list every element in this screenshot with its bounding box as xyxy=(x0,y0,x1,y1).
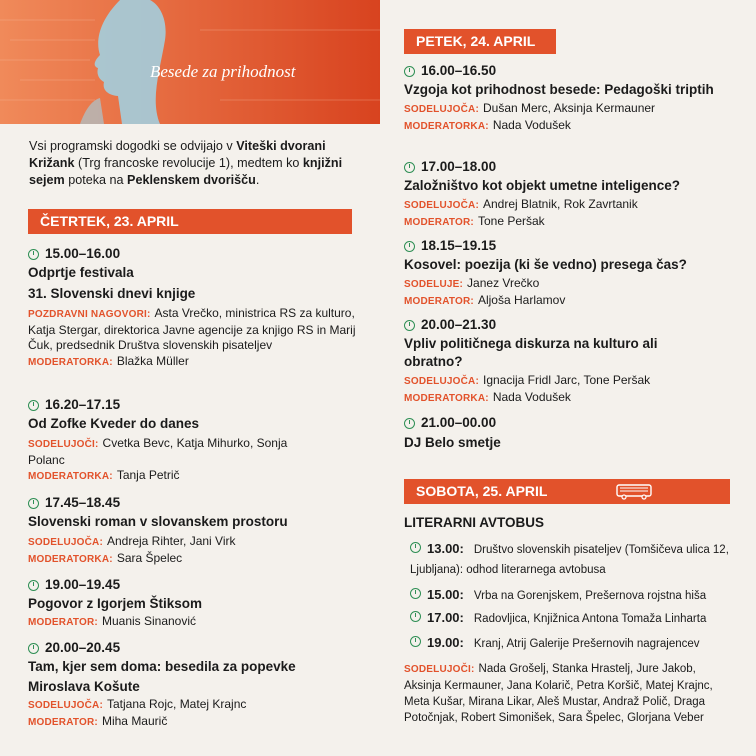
participants-label: SODELUJE: xyxy=(404,279,464,290)
event-item xyxy=(404,316,734,406)
stop-text: Društvo slovenskih pisateljev (Tomšičeva ulica 12, Ljubljana): odhod literarnega avtobusa xyxy=(410,544,729,576)
moderator-label: MODERATOR: xyxy=(28,617,98,628)
intro-text xyxy=(29,138,369,189)
event-title: Vpliv političnega diskurza na kulturo ali obratno? xyxy=(404,336,658,369)
stop-time: 15.00: xyxy=(427,587,464,602)
intro-text-part: poteka na xyxy=(64,173,128,187)
event-time-text: 18.15–19.15 xyxy=(421,238,497,253)
stop-time: 17.00: xyxy=(427,610,464,625)
stop-text: Vrba na Gorenjskem, Prešernova rojstna hiša xyxy=(473,590,707,602)
intro-venue: Viteški dvorani Križank xyxy=(29,139,326,170)
event-participants xyxy=(404,373,734,390)
event-time xyxy=(28,576,358,594)
event-participants xyxy=(404,197,734,214)
event-moderator xyxy=(28,354,358,371)
event-participants xyxy=(404,276,734,293)
day-header-thursday: ČETRTEK, 23. APRIL xyxy=(28,209,352,234)
intro-courtyard: Peklenskem dvorišču xyxy=(127,173,256,187)
participants-label: SODELUJOČA: xyxy=(404,104,479,115)
intro-text-part: (Trg francoske revolucije 1), medtem ko xyxy=(74,156,303,170)
event-time-text: 19.00–19.45 xyxy=(45,577,121,592)
event-time-text: 21.00–00.00 xyxy=(421,415,497,430)
event-title: Slovenski roman v slovanskem prostoru xyxy=(28,514,288,529)
event-time xyxy=(404,62,734,80)
event-moderator xyxy=(404,214,734,231)
participants-value: Tatjana Rojc, Matej Krajnc xyxy=(106,697,247,711)
moderator-label: MODERATOR: xyxy=(28,716,98,728)
stop-time: 19.00: xyxy=(427,635,464,650)
event-time-text: 15.00–16.00 xyxy=(45,246,121,261)
event-time-text: 17.45–18.45 xyxy=(45,495,121,510)
bus-stop xyxy=(410,585,740,606)
moderator-label: MODERATORKA: xyxy=(28,553,113,565)
day-header-saturday xyxy=(404,479,730,504)
bus-icon xyxy=(616,484,654,500)
participants-value: Nada Grošelj, Stanka Hrastelj, Jure Jakob, Aksinja Kermauner, Jana Kolarič, Petra Koršič, Matej Krajnc, Meta Kušar, Mirana Likar, Aleš Mustar, Andraž Polič, Draga Potočnjak, Robert Simonišek, Sara Špelec, Glorjana Veber xyxy=(404,663,713,724)
event-moderator xyxy=(28,714,358,731)
event-moderator xyxy=(404,293,734,310)
moderator-label: MODERATOR: xyxy=(404,295,474,307)
participants-value: Asta Vrečko, ministrica RS za kulturo, Katja Stergar, direktorica Javne agencije za knjigo RS in Marij Čuk, predsednik Društva slovenskih pisateljev xyxy=(28,306,356,352)
participants-value: Cvetka Bevc, Katja Mihurko, Sonja Polanc xyxy=(28,436,288,467)
participants-label: POZDRAVNI NAGOVORI: xyxy=(28,309,151,320)
clock-icon xyxy=(28,498,39,509)
event-time xyxy=(404,316,734,334)
moderator-value: Blažka Müller xyxy=(116,353,189,368)
event-moderator xyxy=(28,614,358,631)
participants-value: Andreja Rihter, Jani Virk xyxy=(106,534,236,548)
moderator-value: Muanis Sinanović xyxy=(101,614,197,628)
event-title: Odprtje festivala xyxy=(28,265,134,280)
clock-icon xyxy=(410,611,421,622)
event-item xyxy=(404,158,734,230)
participants-label: SODELUJOČA: xyxy=(404,200,479,211)
event-item xyxy=(404,62,734,134)
event-title: DJ Belo smetje xyxy=(404,435,501,450)
clock-icon xyxy=(28,643,39,654)
event-time xyxy=(28,494,358,512)
event-time-text: 16.20–17.15 xyxy=(45,397,121,412)
event-participants xyxy=(28,697,358,714)
moderator-value: Nada Vodušek xyxy=(492,117,571,132)
participants-value: Andrej Blatnik, Rok Zavrtanik xyxy=(482,197,638,211)
event-item xyxy=(28,576,358,631)
event-moderator xyxy=(404,118,734,135)
hero-banner xyxy=(0,0,380,124)
event-time xyxy=(28,639,358,657)
moderator-label: MODERATORKA: xyxy=(28,356,113,368)
intro-text-part: Vsi programski dogodki se odvijajo v xyxy=(29,139,237,153)
event-title: Vzgoja kot prihodnost besede: Pedagoški triptih xyxy=(404,82,714,97)
event-participants xyxy=(404,101,734,118)
moderator-value: Sara Špelec xyxy=(116,550,183,565)
moderator-label: MODERATORKA: xyxy=(28,471,113,482)
participants-label: SODELUJOČI: xyxy=(28,439,99,450)
section-title: LITERARNI AVTOBUS xyxy=(404,515,545,530)
bus-participants xyxy=(404,661,719,726)
event-item xyxy=(28,396,358,485)
event-time xyxy=(404,158,734,176)
event-time xyxy=(28,245,358,263)
moderator-label: MODERATORKA: xyxy=(404,392,489,404)
clock-icon xyxy=(28,580,39,591)
moderator-label: MODERATOR: xyxy=(404,216,474,228)
participants-value: Dušan Merc, Aksinja Kermauner xyxy=(482,101,656,115)
event-moderator xyxy=(28,468,358,485)
hero-title: Besede za prihodnost xyxy=(150,62,296,81)
clock-icon xyxy=(404,241,415,252)
participants-label: SODELUJOČA: xyxy=(404,376,479,387)
clock-icon xyxy=(404,162,415,173)
event-title: Pogovor z Igorjem Štiksom xyxy=(28,596,203,611)
event-title-line2: 31. Slovenski dnevi knjige xyxy=(28,286,196,301)
event-moderator xyxy=(404,390,734,407)
clock-icon xyxy=(410,636,421,647)
bus-stop xyxy=(410,539,740,580)
moderator-value: Tanja Petrič xyxy=(116,468,180,482)
event-title: Od Zofke Kveder do danes xyxy=(28,416,200,431)
moderator-value: Nada Vodušek xyxy=(492,389,571,404)
stop-text: Radovljica, Knjižnica Antona Tomaža Linharta xyxy=(473,613,707,625)
clock-icon xyxy=(410,542,421,553)
day-header-friday: PETEK, 24. APRIL xyxy=(404,29,556,54)
event-moderator xyxy=(28,551,358,568)
event-participants xyxy=(28,306,358,354)
participants-value: Janez Vrečko xyxy=(467,276,540,290)
bus-stop xyxy=(410,608,740,629)
event-item xyxy=(28,639,358,730)
clock-icon xyxy=(410,588,421,599)
event-title: Založništvo kot objekt umetne inteligence? xyxy=(404,178,681,193)
bus-stop xyxy=(410,633,740,654)
event-time xyxy=(28,396,358,414)
event-time-text: 20.00–21.30 xyxy=(421,317,497,332)
clock-icon xyxy=(404,418,415,429)
clock-icon xyxy=(28,249,39,260)
participants-label: SODELUJOČI: xyxy=(404,664,475,675)
moderator-value: Miha Maurič xyxy=(101,713,168,728)
participants-value: Ignacija Fridl Jarc, Tone Peršak xyxy=(482,373,651,387)
event-time xyxy=(404,414,734,432)
event-time-text: 20.00–20.45 xyxy=(45,640,121,655)
stop-text: Kranj, Atrij Galerije Prešernovih nagrajencev xyxy=(473,638,700,650)
intro-fair: knjižni sejem xyxy=(29,156,343,187)
event-time-text: 16.00–16.50 xyxy=(421,63,497,78)
moderator-label: MODERATORKA: xyxy=(404,120,489,132)
clock-icon xyxy=(28,400,39,411)
clock-icon xyxy=(404,320,415,331)
event-participants xyxy=(28,534,358,551)
event-title: Tam, kjer sem doma: besedila za popevke xyxy=(28,659,296,674)
event-item xyxy=(28,494,358,567)
participants-label: SODELUJOČA: xyxy=(28,537,103,548)
event-item xyxy=(28,245,358,370)
event-time-text: 17.00–18.00 xyxy=(421,159,497,174)
event-title: Kosovel: poezija (ki še vedno) presega čas? xyxy=(404,257,687,272)
event-participants xyxy=(28,436,298,468)
event-title-line2: Miroslava Košute xyxy=(28,679,140,694)
intro-text-part: . xyxy=(255,173,260,187)
clock-icon xyxy=(404,66,415,77)
participants-label: SODELUJOČA: xyxy=(28,700,103,711)
event-time xyxy=(404,237,734,255)
moderator-value: Aljoša Harlamov xyxy=(477,292,566,307)
day-header-saturday-label: SOBOTA, 25. APRIL xyxy=(416,483,548,499)
event-item xyxy=(404,414,734,452)
event-item xyxy=(404,237,734,309)
stop-time: 13.00: xyxy=(427,541,464,556)
moderator-value: Tone Peršak xyxy=(477,213,545,228)
